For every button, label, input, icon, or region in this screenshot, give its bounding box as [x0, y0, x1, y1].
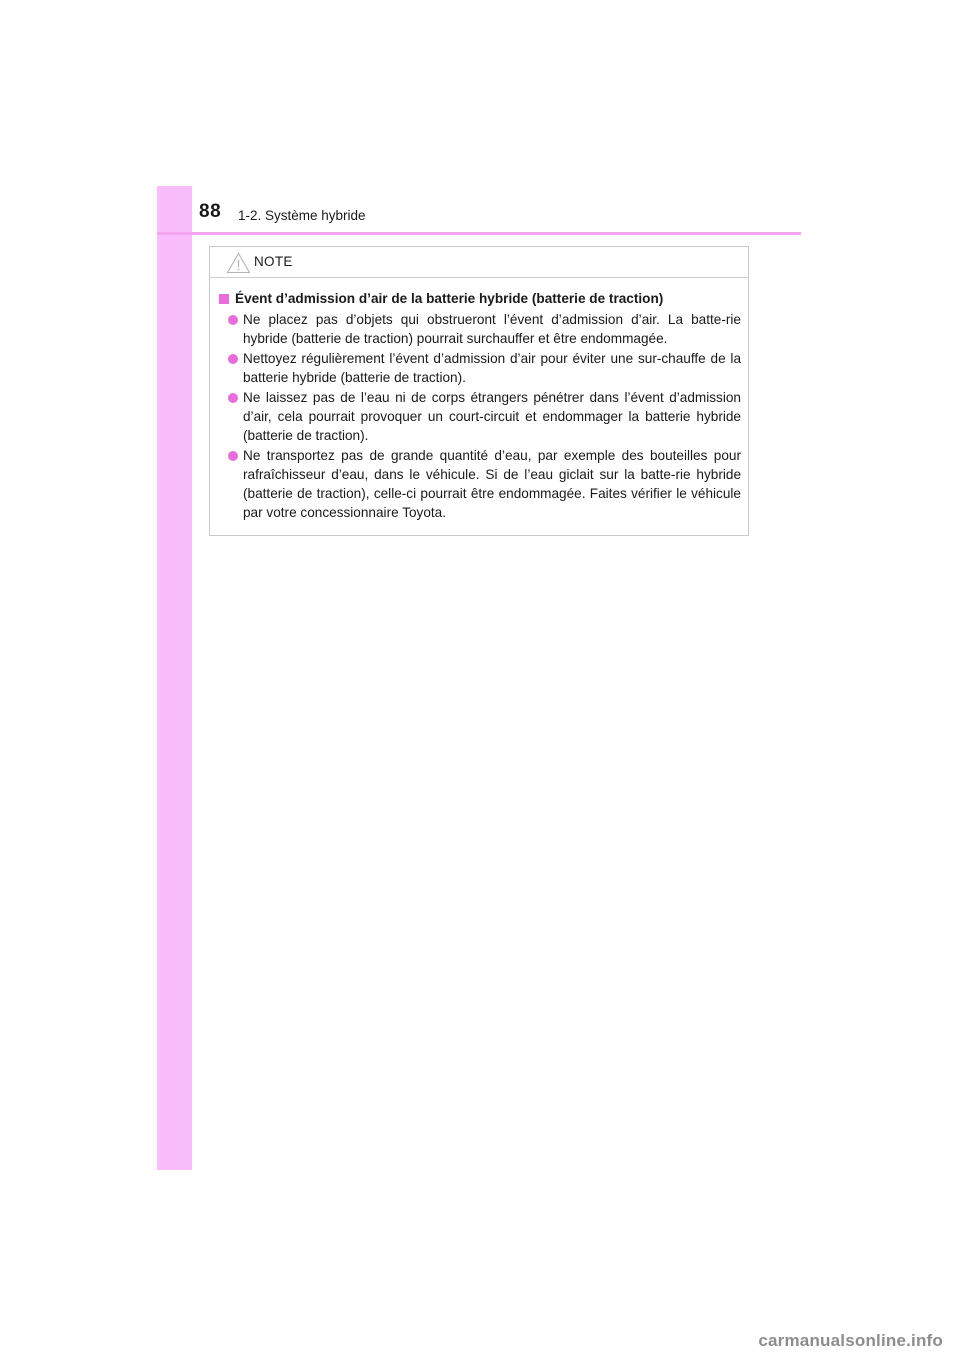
bullet-dot-icon [228, 315, 238, 325]
list-item [217, 310, 741, 348]
list-item [217, 349, 741, 387]
page-number: 88 [199, 201, 222, 222]
list-item-text: Ne placez pas d’objets qui obstrueront l’évent d’admission d’air. La batte-rie hybride (batterie de traction) pourrait surchauffer et être endommagée. [243, 312, 741, 346]
note-body [210, 278, 748, 522]
list-item [217, 446, 741, 522]
note-box [209, 246, 749, 536]
note-heading [217, 289, 741, 308]
square-bullet-icon [219, 294, 229, 304]
watermark[interactable]: carmanualsonline.info [758, 1331, 943, 1350]
warning-triangle-icon [226, 252, 251, 274]
list-item [217, 388, 741, 445]
note-heading-text: Évent d’admission d’air de la batterie hybride (batterie de traction) [235, 291, 664, 306]
side-tab [157, 186, 192, 1170]
section-title: 1-2. Système hybride [238, 208, 366, 223]
bullet-dot-icon [228, 354, 238, 364]
note-label: NOTE [254, 254, 293, 269]
header-rule [157, 232, 801, 235]
list-item-text: Nettoyez régulièrement l’évent d’admission d’air pour éviter une sur-chauffe de la batterie hybride (batterie de traction). [243, 351, 741, 385]
note-header [210, 247, 748, 278]
bullet-list [217, 310, 741, 522]
bullet-dot-icon [228, 393, 238, 403]
list-item-text: Ne laissez pas de l’eau ni de corps étrangers pénétrer dans l’évent d’admission d’air, cela pourrait provoquer un court-circuit et endommager la batterie hybride (batterie de traction). [243, 390, 741, 443]
bullet-dot-icon [228, 451, 238, 461]
list-item-text: Ne transportez pas de grande quantité d’eau, par exemple des bouteilles pour rafraîchisseur d’eau, dans le véhicule. Si de l’eau giclait sur la batte-rie hybride (batterie de traction), celle-ci pourrait être endommagée. Faites vérifier le véhicule par votre concessionnaire Toyota. [243, 448, 741, 520]
